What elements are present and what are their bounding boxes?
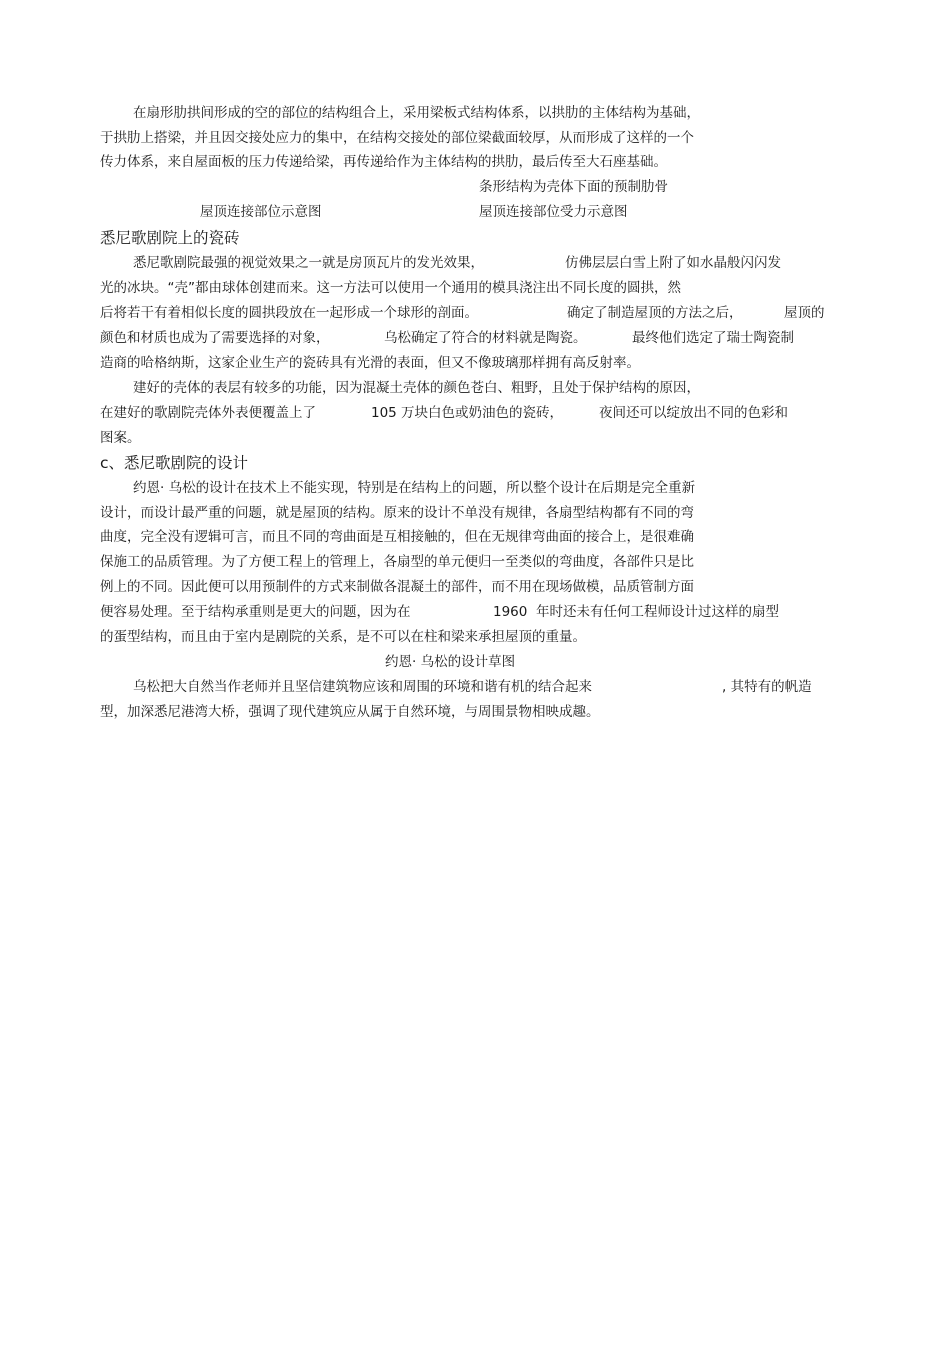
paragraph-line: 乌松确定了符合的材料就是陶瓷。	[384, 330, 587, 346]
paragraph-line: 的蛋型结构，而且由于室内是剧院的关系，是不可以在柱和梁来承担屋顶的重量。	[100, 629, 586, 645]
paragraph-line: 后将若干有着相似长度的圆拱段放在一起形成一个球形的剖面。	[100, 305, 478, 321]
paragraph-line: 设计，而设计最严重的问题，就是屋顶的结构。原来的设计不单没有规律，各扇型结构都有不同的弯	[100, 505, 694, 521]
paragraph-line: 乌松把大自然当作老师并且坚信建筑物应该和周围的环境和谐有机的结合起来	[133, 679, 592, 695]
paragraph-line: 图案。	[100, 430, 141, 446]
figure-caption-roof-joint: 屋顶连接部位示意图	[200, 204, 322, 220]
paragraph-line: 建好的壳体的表层有较多的功能，因为混凝土壳体的颜色苍白、粗野，且处于保护结构的原因，	[133, 380, 700, 396]
paragraph-line: 悉尼歌剧院最强的视觉效果之一就是房顶瓦片的发光效果，	[133, 255, 484, 271]
paragraph-line: 保施工的品质管理。为了方便工程上的管理上，各扇型的单元便归一至类似的弯曲度，各部件只是比	[100, 554, 694, 570]
paragraph-line: 在扇形肋拱间形成的空的部位的结构组合上，采用梁板式结构体系，以拱肋的主体结构为基础，	[133, 105, 700, 121]
paragraph-line: 仿佛层层白雪上附了如水晶般闪闪发	[565, 255, 781, 271]
paragraph-line: 1960 年时还未有任何工程师设计过这样的扇型	[493, 604, 779, 620]
paragraph-line: 型，加深悉尼港湾大桥，强调了现代建筑应从属于自然环境，与周围景物相映成趣。	[100, 704, 600, 720]
paragraph-line: 最终他们选定了瑞士陶瓷制	[632, 330, 794, 346]
paragraph-line: 造商的哈格纳斯，这家企业生产的瓷砖具有光滑的表面，但又不像玻璃那样拥有高反射率。	[100, 355, 640, 371]
section-heading-tiles: 悉尼歌剧院上的瓷砖	[100, 229, 240, 247]
paragraph-line: 105 万块白色或奶油色的瓷砖，	[371, 405, 564, 421]
figure-caption-roof-force: 屋顶连接部位受力示意图	[479, 204, 628, 220]
paragraph-line: 夜间还可以绽放出不同的色彩和	[599, 405, 788, 421]
paragraph-line: 传力体系，来自屋面板的压力传递给梁，再传递给作为主体结构的拱肋，最后传至大石座基础。	[100, 154, 667, 170]
figure-caption-rib: 条形结构为壳体下面的预制肋骨	[479, 179, 668, 195]
section-heading-design: c、悉尼歌剧院的设计	[100, 454, 249, 472]
paragraph-line: 例上的不同。因此便可以用预制件的方式来制做各混凝土的部件，而不用在现场做模，品质管制方面	[100, 579, 694, 595]
paragraph-line: 在建好的歌剧院壳体外表便覆盖上了	[100, 405, 316, 421]
paragraph-line: 曲度，完全没有逻辑可言，而且不同的弯曲面是互相接触的，但在无规律弯曲面的接合上，是很难确	[100, 529, 694, 545]
figure-caption-sketch: 约恩· 乌松的设计草图	[385, 654, 516, 670]
paragraph-line: , 其特有的帆造	[722, 679, 812, 695]
paragraph-line: 约恩· 乌松的设计在技术上不能实现，特别是在结构上的问题，所以整个设计在后期是完全重新	[133, 480, 696, 496]
paragraph-line: 屋顶的	[784, 305, 825, 321]
paragraph-line: 便容易处理。至于结构承重则是更大的问题，因为在	[100, 604, 411, 620]
paragraph-line: 确定了制造屋顶的方法之后，	[567, 305, 743, 321]
paragraph-line: 于拱肋上搭梁，并且因交接处应力的集中，在结构交接处的部位梁截面较厚，从而形成了这样的一个	[100, 130, 694, 146]
paragraph-line: 光的冰块。“壳”都由球体创建而来。这一方法可以使用一个通用的模具浇注出不同长度的圆拱，然	[100, 280, 681, 296]
paragraph-line: 颜色和材质也成为了需要选择的对象，	[100, 330, 330, 346]
